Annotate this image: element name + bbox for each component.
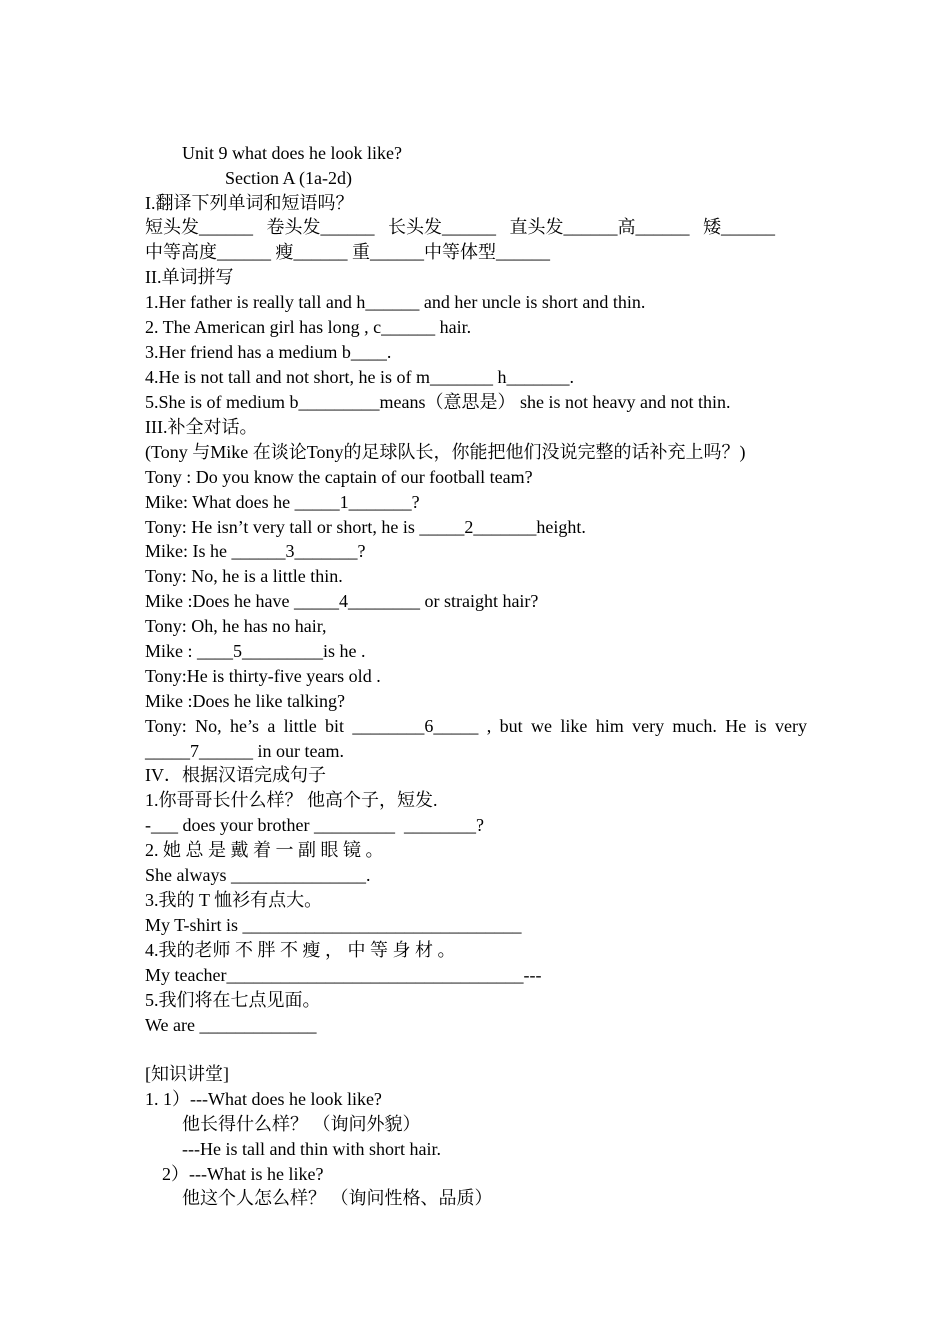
part1-line-2: 中等高度______ 瘦______ 重______中等体型______ bbox=[145, 242, 550, 262]
knowledge-q1-cn: 他长得什么样？ （询问外貌） bbox=[182, 1114, 421, 1134]
part4-line-5: 3.我的 T 恤衫有点大。 bbox=[145, 890, 323, 910]
part2-item-2: 2. The American girl has long , c______ hair. bbox=[145, 317, 472, 337]
dialogue-line-11: Tony: No, he’s a little bit ________6_____ , but we like him very much. He is very bbox=[145, 716, 807, 736]
dialogue-line-5: Tony: No, he is a little thin. bbox=[145, 566, 343, 586]
section-subtitle: Section A (1a-2d) bbox=[225, 168, 352, 188]
part2-item-4: 4.He is not tall and not short, he is of m_______ h_______. bbox=[145, 367, 574, 387]
dialogue-line-6: Mike :Does he have _____4________ or straight hair? bbox=[145, 591, 539, 611]
part4-line-3: 2. 她 总 是 戴 着 一 副 眼 镜 。 bbox=[145, 840, 384, 860]
part3-heading: III.补全对话。 bbox=[145, 417, 258, 437]
part1-heading: I.翻译下列单词和短语吗？ bbox=[145, 193, 354, 213]
knowledge-heading: [知识讲堂] bbox=[145, 1064, 229, 1084]
dialogue-line-3: Tony: He isn’t very tall or short, he is _____2_______height. bbox=[145, 517, 586, 537]
part4-line-2: -___ does your brother _________ ________? bbox=[145, 815, 484, 835]
dialogue-line-9: Tony:He is thirty-five years old . bbox=[145, 666, 381, 686]
part4-line-7: 4.我的老师 不 胖 不 瘦 ， 中 等 身 材 。 bbox=[145, 940, 456, 960]
part2-item-1: 1.Her father is really tall and h______ and her uncle is short and thin. bbox=[145, 292, 646, 312]
part4-line-9: 5.我们将在七点见面。 bbox=[145, 990, 321, 1010]
part4-line-4: She always _______________. bbox=[145, 865, 371, 885]
part4-line-10: We are _____________ bbox=[145, 1015, 317, 1035]
dialogue-line-7: Tony: Oh, he has no hair, bbox=[145, 616, 327, 636]
part4-line-6: My T-shirt is _______________________________ bbox=[145, 915, 522, 935]
part1-line-1: 短头发______ 卷头发______ 长头发______ 直头发______高______ 矮______ bbox=[145, 217, 775, 237]
page-title: Unit 9 what does he look like? bbox=[182, 143, 402, 163]
part4-heading: IV．根据汉语完成句子 bbox=[145, 765, 326, 785]
part2-item-5: 5.She is of medium b_________means（意思是） she is not heavy and not thin. bbox=[145, 392, 731, 412]
part2-heading: II.单词拼写 bbox=[145, 267, 234, 287]
knowledge-q2: 2）---What is he like? bbox=[162, 1164, 324, 1184]
dialogue-line-2: Mike: What does he _____1_______? bbox=[145, 492, 420, 512]
part4-line-1: 1.你哥哥长什么样？ 他高个子，短发. bbox=[145, 790, 438, 810]
part4-line-8: My teacher_________________________________--- bbox=[145, 965, 542, 985]
dialogue-line-1: Tony : Do you know the captain of our football team? bbox=[145, 467, 533, 487]
dialogue-line-8: Mike : ____5_________is he . bbox=[145, 641, 366, 661]
dialogue-line-12: _____7______ in our team. bbox=[145, 741, 344, 761]
dialogue-line-4: Mike: Is he ______3_______? bbox=[145, 541, 366, 561]
part3-intro: (Tony 与Mike 在谈论Tony的足球队长，你能把他们没说完整的话补充上吗？) bbox=[145, 442, 746, 462]
part2-item-3: 3.Her friend has a medium b____. bbox=[145, 342, 392, 362]
knowledge-q1-answer: ---He is tall and thin with short hair. bbox=[182, 1139, 441, 1159]
knowledge-q1: 1. 1）---What does he look like? bbox=[145, 1089, 382, 1109]
knowledge-q2-cn: 他这个人怎么样？ （询问性格、品质） bbox=[182, 1188, 493, 1208]
dialogue-line-10: Mike :Does he like talking? bbox=[145, 691, 345, 711]
